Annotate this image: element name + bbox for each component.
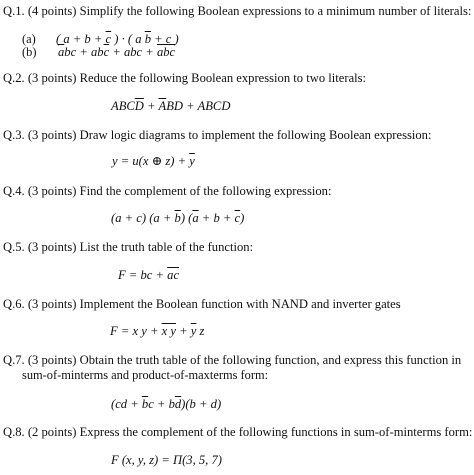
question-1b-expression: $\overline{a}bc + ab\overline{c}$ + abc + $\overline{abc}$ (58, 45, 176, 59)
question-4-text: Q.4. (3 points) Find the complement of the following expression: (3, 184, 332, 198)
question-2-text: Q.2. (3 points) Reduce the following Boolean expression to two literals: (3, 71, 367, 85)
question-1a-expression: ( $a + b + \overline{c}$ ) · ( a $\overline{b} + c$ ) (56, 32, 179, 46)
question-7-text-line1: Q.7. (3 points) Obtain the truth table of the following function, and express this function in (3, 353, 462, 367)
question-6-expression: F = x y + x $y + \overline{y}$ z (110, 324, 205, 338)
question-3-expression: y = u(x ⊕ $z) + \overline{y}$ (112, 154, 195, 168)
question-4-expression: (a + c) $(a + \overline{b})$ $(\overline{a} + b + \overline{c})$ (111, 211, 245, 225)
question-3-text: Q.3. (3 points) Draw logic diagrams to implement the following Boolean expression: (3, 128, 432, 142)
question-1-text: Q.1. (4 points) Simplify the following Boolean expressions to a minimum number of literals: (3, 4, 472, 18)
question-8-expression: F (x, y, z) = Π(3, 5, 7) (111, 453, 222, 467)
question-5-text: Q.5. (3 points) List the truth table of the function: (3, 240, 254, 254)
question-6-text: Q.6. (3 points) Implement the Boolean function with NAND and inverter gates (3, 297, 401, 311)
question-5-expression: F = bc + $\overline{ac}$ (118, 268, 180, 282)
question-2-expression: $ABC\overline{D} + \overline{A}BD$ + ABCD (111, 99, 231, 113)
question-1b-label: (b) (22, 45, 37, 59)
question-1a-label: (a) (22, 32, 36, 46)
question-8-text: Q.8. (2 points) Express the complement of the following functions in sum-of-minterms form: (3, 425, 473, 439)
question-7-text-line2: sum-of-minterms and product-of-maxterms form: (22, 368, 269, 382)
question-7-expression: $(cd + \overline{b}c + b\overline{d})(b + d)$ (111, 397, 222, 411)
